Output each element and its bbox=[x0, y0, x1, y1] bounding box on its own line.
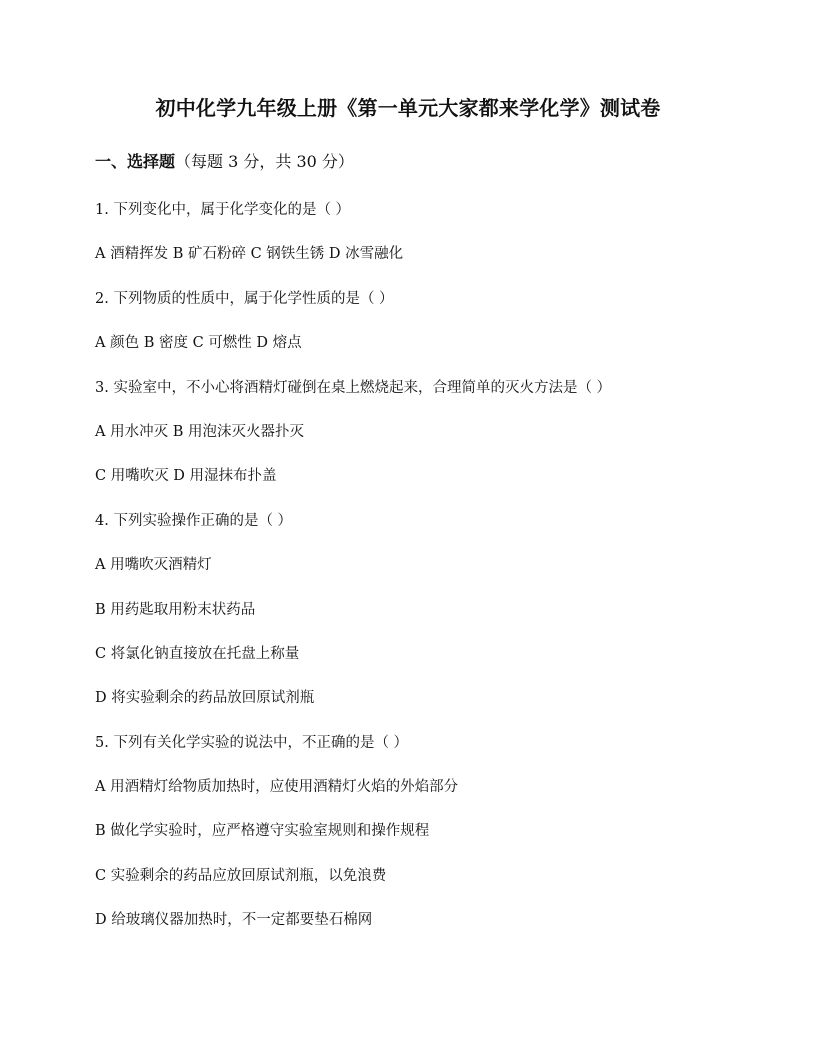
question-4-stem: 4. 下列实验操作正确的是（ ） bbox=[95, 512, 293, 529]
question-5-option-d: D 给玻璃仪器加热时，不一定都要垫石棉网 bbox=[95, 912, 373, 929]
question-4-option-b: B 用药匙取用粉末状药品 bbox=[95, 601, 256, 618]
question-2-stem: 2. 下列物质的性质中，属于化学性质的是（ ） bbox=[95, 290, 394, 307]
question-3-options-cd: C 用嘴吹灭 D 用湿抹布扑盖 bbox=[95, 468, 277, 485]
question-5-option-c: C 实验剩余的药品应放回原试剂瓶，以免浪费 bbox=[95, 867, 387, 884]
question-1-options: A 酒精挥发 B 矿石粉碎 C 钢铁生锈 D 冰雪融化 bbox=[95, 246, 404, 263]
question-4-option-c: C 将氯化钠直接放在托盘上称量 bbox=[95, 645, 300, 662]
question-3-options-ab: A 用水冲灭 B 用泡沫灭火器扑灭 bbox=[95, 423, 304, 440]
question-5-stem: 5. 下列有关化学实验的说法中，不正确的是（ ） bbox=[95, 734, 409, 751]
section-heading-label: 一、选择题 bbox=[95, 152, 176, 171]
section-heading bbox=[95, 150, 354, 174]
document-title: 初中化学九年级上册《第一单元大家都来学化学》测试卷 bbox=[155, 96, 661, 120]
question-4-option-a: A 用嘴吹灭酒精灯 bbox=[95, 557, 212, 574]
section-heading-note: （每题 3 分，共 30 分） bbox=[175, 152, 354, 171]
question-5-option-b: B 做化学实验时，应严格遵守实验室规则和操作规程 bbox=[95, 823, 430, 840]
question-5-option-a: A 用酒精灯给物质加热时，应使用酒精灯火焰的外焰部分 bbox=[95, 779, 459, 796]
question-2-options: A 颜色 B 密度 C 可燃性 D 熔点 bbox=[95, 335, 302, 352]
question-4-option-d: D 将实验剩余的药品放回原试剂瓶 bbox=[95, 690, 315, 707]
question-1-stem: 1. 下列变化中，属于化学变化的是（ ） bbox=[95, 202, 351, 218]
question-3-stem: 3. 实验室中，不小心将酒精灯碰倒在桌上燃烧起来，合理简单的灭火方法是（ ） bbox=[95, 379, 612, 396]
question-list bbox=[95, 199, 775, 954]
